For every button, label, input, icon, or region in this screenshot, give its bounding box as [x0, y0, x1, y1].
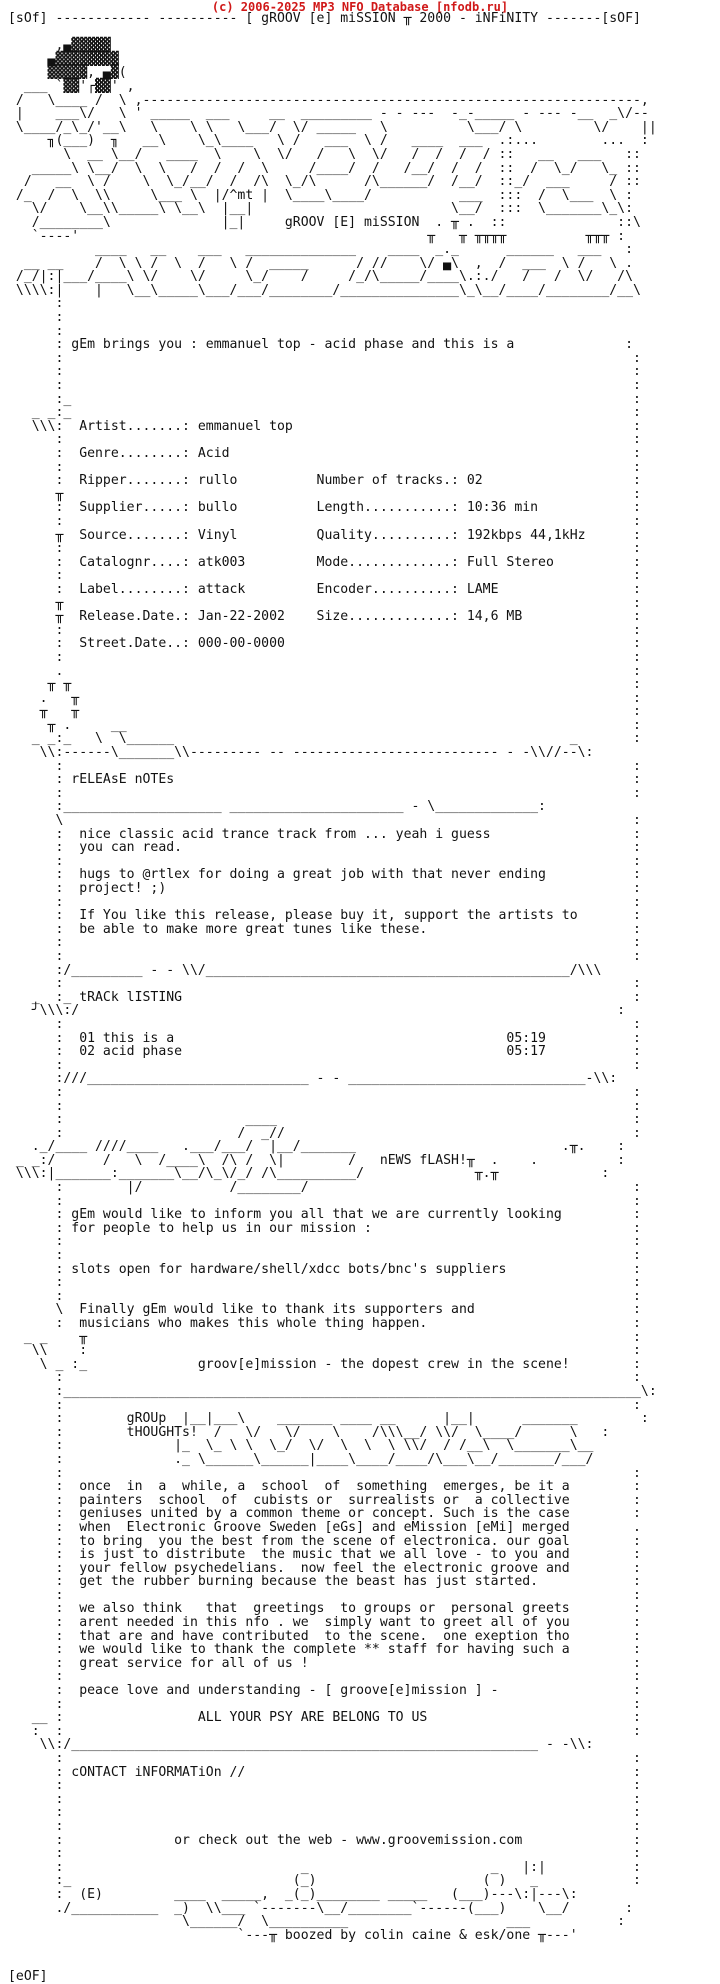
nfo-line: : : — [8, 1016, 641, 1032]
nfo-line: /________\ |_| gROOV [E] miSSION . ╥ . :: ::\ — [8, 214, 641, 230]
nfo-line: : ._ \______\______|____\____/____/\___\__/_______/___/ — [8, 1451, 594, 1467]
nfo-line: :_ : — [8, 391, 641, 407]
nfo-line: : : — [8, 513, 641, 529]
nfo-line: : If You like this release, please buy it, support the artists to : — [8, 908, 641, 924]
nfo-line: : : — [8, 541, 641, 557]
nfo-line: : Street.Date..: 000-00-0000 : — [8, 636, 641, 652]
nfo-line: : : — [8, 1370, 641, 1386]
nfo-line: \ _ :_ groov[e]mission - the dopest crew in the scene! : — [8, 1356, 641, 1372]
nfo-line: \ __ \__/ ____ \ \ \/ / \ \/ / / / / :: __ ___ :: — [8, 146, 641, 162]
nfo-ascii-document — [8, 12, 657, 1983]
nfo-line: : : — [8, 1791, 641, 1807]
nfo-line: ╥ Release.Date.: Jan-22-2002 Size.............: 14,6 MB : — [8, 609, 641, 625]
nfo-line: : : — [8, 649, 641, 665]
database-credit: (c) 2006-2025 MP3 NFO Database [nfodb.ru] — [211, 0, 509, 14]
nfo-line: : : — [8, 364, 641, 380]
nfo-line: \\:------\_______\\--------- -- -------------------------- - -\\//--\: — [8, 745, 594, 761]
nfo-line: : |/ /________/ : — [8, 1180, 641, 1196]
nfo-line: : be able to make more great tunes like these. : — [8, 921, 641, 937]
nfo-line: : Catalognr....: atk003 Mode.............: Full Stereo : — [8, 554, 641, 570]
nfo-line: : : — [8, 1084, 641, 1100]
nfo-line: . : — [8, 663, 641, 679]
nfo-line: : get the rubber burning because the beast has just started. : — [8, 1574, 641, 1590]
nfo-line: . ╥ : — [8, 690, 641, 706]
nfo-line: ,▄▓▓▓▓▓ — [8, 38, 111, 54]
nfo-line: \/ \__\\_____\ \__\ |__| \__/ ::: \_______\_\: — [8, 201, 633, 217]
nfo-line: : gROUp |__|___\ _______ ____ __ |__| _______ : — [8, 1411, 649, 1427]
nfo-line: : geniuses united by a common theme or concept. Such is the case : — [8, 1506, 641, 1522]
nfo-line: : when Electronic Groove Sweden [eGs] and eMission [eMi] merged . — [8, 1519, 641, 1535]
nfo-line: : musicians who makes this whole thing happen. : — [8, 1316, 641, 1331]
nfo-line: : : — [8, 894, 641, 910]
nfo-line: : Supplier.....: bullo Length...........: 10:36 min : — [8, 500, 641, 516]
nfo-line: _ _ ╥ : — [8, 1329, 641, 1345]
nfo-line: /_ / \ \\ \___ \ |/^mt | \____\____/ ___ ::: / \___ \ : — [8, 187, 633, 203]
nfo-line: _____\ \__/ \ \ / / / \ /____/ / /__/ / / :: / \_/ \_ :: — [8, 160, 641, 176]
nfo-line: ____ __ ___ ______________ ____ _._ ______ ___ : — [8, 242, 633, 258]
nfo-line: : 01 this is a 05:19 : — [8, 1030, 641, 1046]
nfo-line: : / _// : — [8, 1125, 641, 1141]
nfo-line: \______/ \__________ ___ : — [8, 1914, 626, 1930]
nfo-line: : : — [8, 1778, 641, 1794]
nfo-line: : : — [8, 568, 641, 584]
nfo-line: : or check out the web - www.groovemission.com : — [8, 1832, 641, 1848]
nfo-line: ╖(___) ╖ __\ \_\____ \ / ___ \ / ____ ___ .:... ... : — [8, 133, 649, 149]
nfo-line: : : — [8, 1275, 641, 1291]
nfo-line: ./___________ _) \\___ `-------\__/________`------(___) \__/ : — [8, 1900, 633, 1916]
nfo-line: : : — [8, 1805, 641, 1821]
nfo-line: : — [8, 323, 64, 339]
nfo-line: : : — [8, 976, 641, 992]
nfo-line: | ___\/ \ ' _____ ___ __ _________ - - --- -_-_____ - --- -__ _\/-- — [8, 106, 649, 122]
nfo-line: : : — [8, 1248, 641, 1264]
nfo-line: \ : — [8, 813, 641, 829]
nfo-line: _ _:/ / \ /____\ /\ / \| / nEWS fLASH!╥ . . : — [8, 1152, 626, 1168]
nfo-line: : : — [8, 1057, 641, 1073]
nfo-line: / __ \ / \ \_/__/ / /\ \_/\ /\______/ /__/ ::_/ ___ / :: — [8, 174, 641, 190]
nfo-line: ╥ Source.......: Vinyl Quality..........: 192kbps 44,1kHz : — [8, 527, 641, 543]
nfo-line: : : — [8, 459, 641, 475]
nfo-line: : 02 acid phase 05:17 : — [8, 1044, 641, 1060]
nfo-line: : : — [8, 785, 641, 801]
nfo-line: : gEm would like to inform you all that we are currently looking : — [8, 1207, 641, 1223]
nfo-line: : : — [8, 1587, 641, 1603]
nfo-line — [8, 1942, 657, 1956]
nfo-line — [8, 1956, 657, 1970]
nfo-line: ▓▓▓▓▓, ▄▓( — [8, 65, 127, 81]
nfo-line: _ _:_ \ \______ _ : — [8, 731, 641, 747]
nfo-line: ╥ ╥ : — [8, 704, 641, 720]
nfo-line: : : : — [8, 1723, 641, 1739]
nfo-line: /_/|:|___/____\ \/ \/ \_/ / /_/\_____/____\.:./ / / \/ /\ — [8, 269, 641, 285]
nfo-line: : tHOUGHTs! / \/ \/ \ /\\\__/ \\/ \____/ \ : — [8, 1424, 610, 1440]
nfo-line: : — [8, 296, 64, 312]
nfo-line: ╥ ╥ : — [8, 677, 641, 693]
nfo-line: \____/_\_/'__\ \ \ \ \___/ \/ _____ \ \___/ \ \/ || — [8, 119, 657, 135]
nfo-line: : hugs to @rtlex for doing a great job with that never ending : — [8, 867, 641, 883]
nfo-line: __ __ / \ \ / \ / \ / _____ / // \/ ▄\ , / ___ \ / \ . — [8, 255, 633, 271]
nfo-line: \\:/___________________________________________________________ - -\\: — [8, 1737, 594, 1753]
nfo-line: \ Finally gEm would like to thank its supporters and : — [8, 1302, 641, 1318]
nfo-line: / \____ / \ ,---------------------------------------------------------------, — [8, 92, 649, 108]
nfo-line: : : — [8, 1234, 641, 1250]
nfo-line: : to bring you the best from the scene of electronica. our goal : — [8, 1533, 641, 1549]
nfo-line: : : — [8, 378, 641, 394]
nfo-line: : is just to distribute the music that we all love - to you and : — [8, 1547, 641, 1563]
nfo-line: : : — [8, 1193, 641, 1209]
nfo-line: : : — [8, 948, 641, 964]
nfo-line: : : — [8, 350, 641, 366]
nfo-line: : once in a while, a school of something emerges, be it a : — [8, 1479, 641, 1495]
nfo-line: : : — [8, 1818, 641, 1834]
nfo-line: : : — [8, 1751, 641, 1766]
nfo-line: : gEm brings you : emmanuel top - acid phase and this is a : — [8, 337, 633, 353]
nfo-line: : peace love and understanding - [ groove[e]mission ] - : — [8, 1683, 641, 1699]
nfo-line: : Label........: attack Encoder..........: LAME : — [8, 581, 641, 597]
nfo-line: : : — [8, 1098, 641, 1114]
nfo-line: : arent needed in this nfo . we simply want to greet all of you : — [8, 1615, 641, 1631]
nfo-line: ___ `▓▓'┌▓▓' , — [8, 78, 135, 94]
nfo-line: __ : ALL YOUR PSY ARE BELONG TO US : — [8, 1710, 641, 1726]
nfo-line: ╥ . __ : — [8, 717, 641, 733]
nfo-line: : : — [8, 1696, 641, 1712]
nfo-line: _ :_ tRACk lISTING : — [8, 989, 641, 1005]
nfo-line: [eOF] — [8, 1968, 48, 1984]
nfo-line: : : — [8, 758, 641, 774]
nfo-line: ╥ : — [8, 486, 641, 502]
nfo-line: : project! ;) : — [8, 881, 641, 896]
nfo-line: : : — [8, 1465, 641, 1481]
nfo-line: :/_________ - - \\/______________________________________________/\\\ — [8, 962, 602, 978]
nfo-line: : we would like to thank the complete ** staff for having such a : — [8, 1642, 641, 1658]
nfo-line: : ____ : — [8, 1112, 641, 1128]
nfo-line: : rELEAsE nOTEs : — [8, 772, 641, 788]
nfo-line: [sOf] ------------ ---------- [ gROOV [e] miSSION ╥ 2000 - iNFiNITY -------[sOF] — [8, 11, 641, 26]
nfo-line: : : — [8, 935, 641, 951]
nfo-line: \\\:|_______:_______\__/\_\/_/ /\__________/ ╥.╥ : — [8, 1166, 610, 1182]
nfo-line: : we also think that greetings to groups or personal greets : — [8, 1601, 641, 1617]
nfo-line: : : — [8, 1669, 641, 1685]
nfo-line: ╥ : — [8, 595, 641, 611]
nfo-line: : your fellow psychedelians. now feel the electronic groove and : — [8, 1560, 641, 1576]
nfo-line: : Genre........: Acid : — [8, 446, 641, 461]
nfo-line: : you can read. : — [8, 840, 641, 856]
nfo-line: : Ripper.......: rullo Number of tracks.: 02 : — [8, 473, 641, 489]
nfo-line: _ _:_ : — [8, 405, 641, 421]
nfo-line: : : — [8, 1846, 641, 1862]
nfo-line: : : — [8, 622, 641, 638]
nfo-line: ▄▓▓▓▓▓▓▓▓ — [8, 51, 119, 67]
nfo-line: :///____________________________ - - ______________________________-\\: — [8, 1071, 618, 1087]
nfo-line: ╯\\\:/ : — [8, 1003, 626, 1019]
nfo-line: `----' ╥ ╥ ╥╥╥╥ ╥╥╥ : — [8, 228, 626, 244]
nfo-line: : _ _ |:| : — [8, 1859, 641, 1875]
nfo-line: : that are and have contributed to the scene. one exeption tho : — [8, 1628, 641, 1644]
nfo-line: :____________________ ______________________ - \_____________: — [8, 799, 546, 815]
nfo-line: : for people to help us in our mission : : — [8, 1220, 641, 1236]
nfo-line: : great service for all of us ! : — [8, 1655, 641, 1671]
nfo-line: : cONTACT iNFORMATiOn // : — [8, 1764, 641, 1780]
nfo-line: : : — [8, 1288, 641, 1304]
nfo-line: : slots open for hardware/shell/xdcc bots/bnc's suppliers : — [8, 1261, 641, 1277]
nfo-line: : — [8, 310, 64, 326]
nfo-line: \\\: Artist.......: emmanuel top : — [8, 418, 641, 434]
nfo-line: `---╥ boozed by colin caine & esk/one ╥---' — [8, 1927, 633, 1943]
nfo-line: \\\\:| | \__\_____\___/___/________/_______________\_\__/____/________/__\ — [8, 282, 641, 298]
nfo-line: : : — [8, 853, 641, 869]
nfo-line: : : — [8, 1397, 641, 1413]
nfo-line: : (E) ____ _____, _(_)________ _____ (___)---\:|---\: — [8, 1886, 578, 1902]
nfo-line: : |_ \_ \ \ \_/ \/ \ \ \ \\/ / /__\ \_______\__ — [8, 1438, 594, 1454]
nfo-line: ._/____ ////____ .___/___/ |__/_______ .╥. : — [8, 1139, 626, 1155]
nfo-line: : : — [8, 432, 641, 448]
nfo-line: : nice classic acid trance track from ... yeah i guess : — [8, 826, 641, 842]
nfo-line: :_________________________________________________________________________\: — [8, 1383, 657, 1399]
nfo-line: : painters school of cubists or surrealists or a collective : — [8, 1492, 641, 1508]
nfo-line: \\ : : — [8, 1343, 641, 1359]
nfo-line: :_ (_) ( ) _ : — [8, 1873, 641, 1889]
